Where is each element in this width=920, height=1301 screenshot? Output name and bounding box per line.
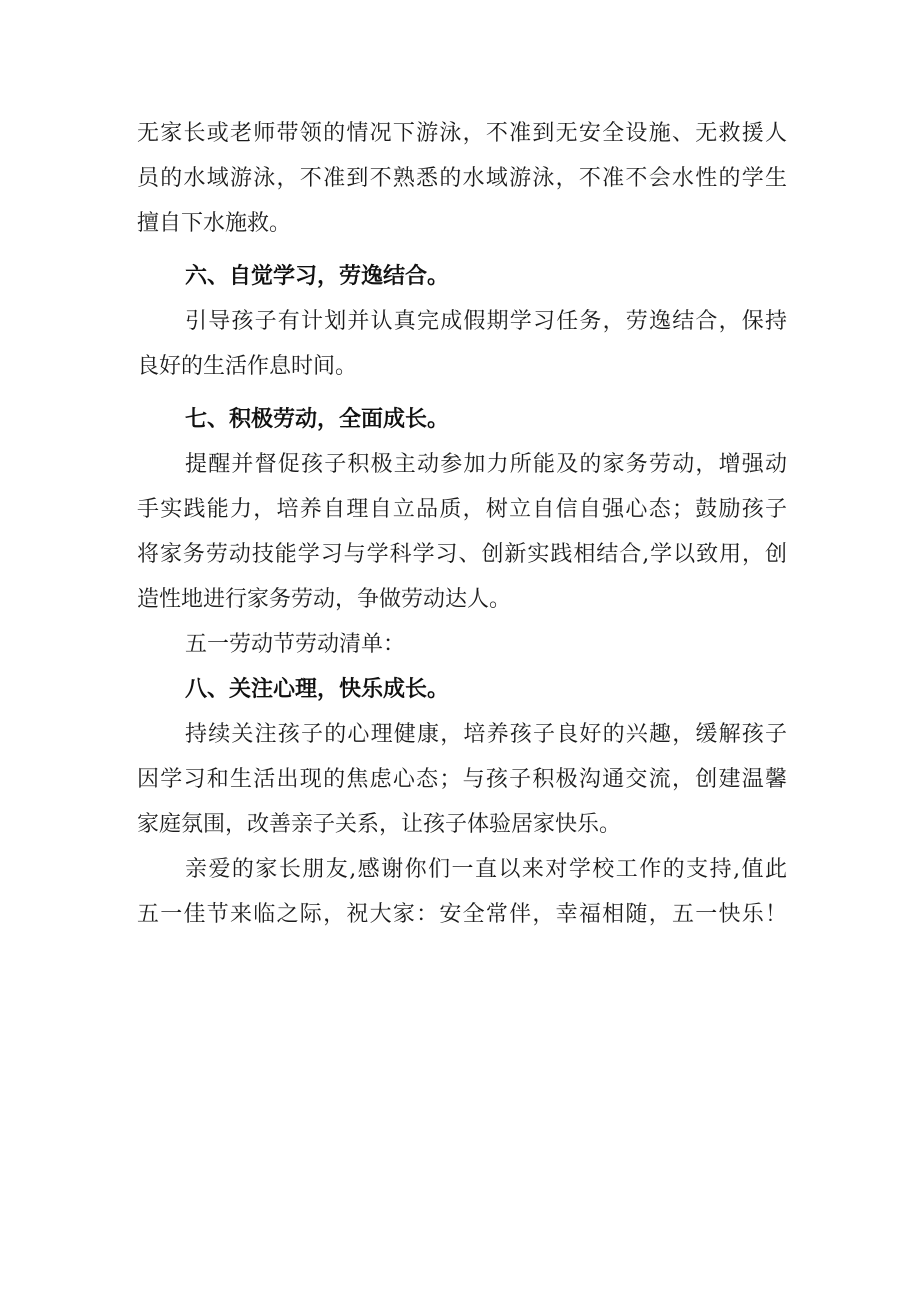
paragraph-line: 将家务劳动技能学习与学科学习、创新实践相结合,学以致用，创 xyxy=(137,542,787,567)
paragraph-line: 家庭氛围，改善亲子关系，让孩子体验居家快乐。 xyxy=(137,812,622,837)
section-7-heading: 七、积极劳动，全面成长。 xyxy=(185,407,450,432)
paragraph-line: 擅自下水施救。 xyxy=(137,211,292,236)
paragraph-line: 持续关注孩子的心理健康，培养孩子良好的兴趣，缓解孩子 xyxy=(185,722,787,747)
section-6-heading: 六、自觉学习，劳逸结合。 xyxy=(185,264,450,289)
closing-line: 亲爱的家长朋友,感谢你们一直以来对学校工作的支持,值此 xyxy=(185,857,787,882)
paragraph-line: 引导孩子有计划并认真完成假期学习任务，劳逸结合，保持 xyxy=(185,309,787,334)
paragraph-line: 员的水域游泳，不准到不熟悉的水域游泳，不准不会水性的学生 xyxy=(137,166,787,191)
paragraph-line: 造性地进行家务劳动，争做劳动达人。 xyxy=(137,587,512,612)
closing-line: 五一佳节来临之际，祝大家：安全常伴，幸福相随，五一快乐！ xyxy=(137,902,787,927)
labor-list-label: 五一劳动节劳动清单： xyxy=(185,632,406,657)
paragraph-line: 手实践能力，培养自理自立品质，树立自信自强心态；鼓励孩子 xyxy=(137,497,787,522)
paragraph-line: 因学习和生活出现的焦虑心态；与孩子积极沟通交流，创建温馨 xyxy=(137,767,787,792)
paragraph-line: 良好的生活作息时间。 xyxy=(137,354,358,379)
paragraph-line: 提醒并督促孩子积极主动参加力所能及的家务劳动，增强动 xyxy=(185,452,787,477)
paragraph-line: 无家长或老师带领的情况下游泳，不准到无安全设施、无救援人 xyxy=(137,121,787,146)
document-body xyxy=(137,111,787,937)
section-8-heading: 八、关注心理，快乐成长。 xyxy=(185,677,450,702)
